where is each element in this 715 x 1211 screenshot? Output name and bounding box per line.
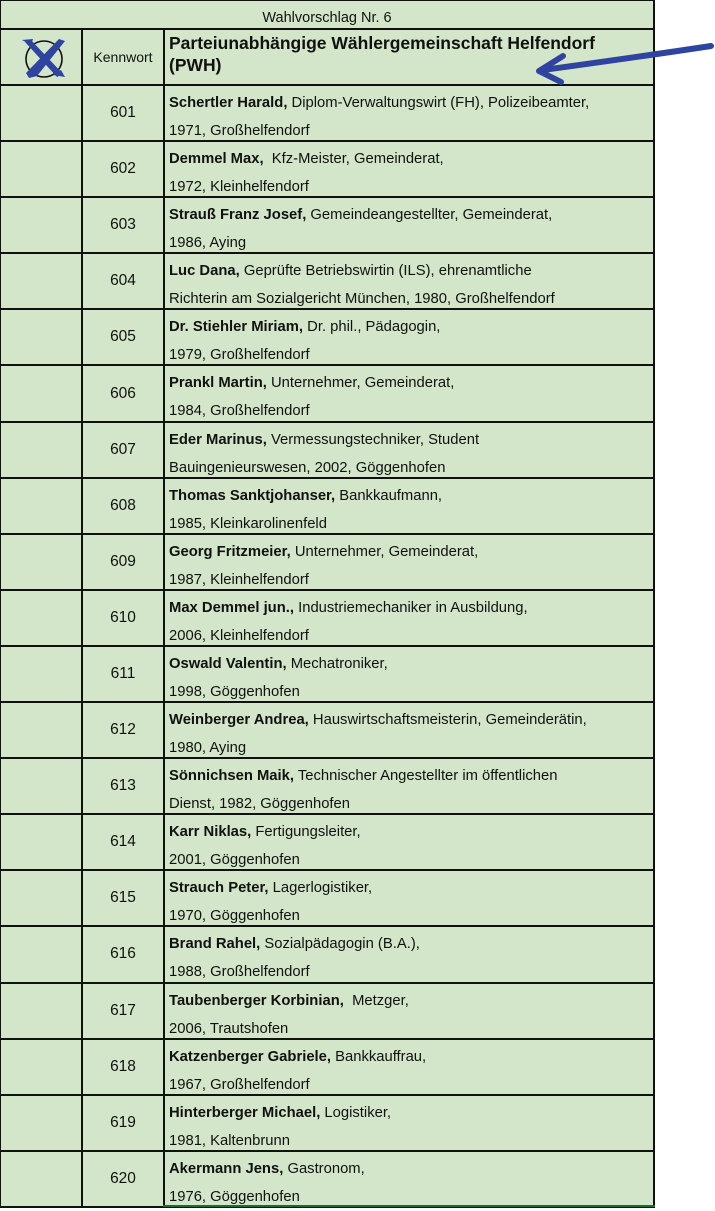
candidate-name: Katzenberger Gabriele, <box>169 1048 331 1065</box>
candidate-info <box>165 198 653 252</box>
candidate-number: 602 <box>83 142 165 196</box>
candidate-info <box>165 366 653 420</box>
candidate-name: Prankl Martin, <box>169 375 267 392</box>
candidate-name: Strauch Peter, <box>169 880 269 897</box>
candidate-row <box>1 984 653 1040</box>
candidate-row <box>1 535 653 591</box>
candidate-row <box>1 1152 653 1208</box>
candidate-details: Hauswirtschaftsmeisterin, Gemeinderätin, <box>308 712 587 729</box>
candidate-number: 617 <box>83 984 165 1038</box>
candidate-vote-cell[interactable] <box>1 142 83 196</box>
candidate-number: 612 <box>83 703 165 757</box>
candidate-details: Sozialpädagogin (B.A.), <box>260 936 420 953</box>
candidate-details: Dr. phil., Pädagogin, <box>303 319 441 336</box>
candidate-info <box>165 479 653 533</box>
candidate-year-place: Richterin am Sozialgericht München, 1980, Großhelfendorf <box>169 291 555 308</box>
candidate-name: Karr Niklas, <box>169 824 252 841</box>
candidate-info <box>165 423 653 477</box>
candidate-name: Max Demmel jun., <box>169 599 294 616</box>
candidate-info <box>165 535 653 589</box>
candidate-number: 618 <box>83 1040 165 1094</box>
candidate-row <box>1 366 653 422</box>
candidate-details: Geprüfte Betriebswirtin (ILS), ehrenamtliche <box>239 263 532 280</box>
candidate-year-place: 1986, Aying <box>169 235 247 252</box>
candidate-vote-cell[interactable] <box>1 984 83 1038</box>
candidate-vote-cell[interactable] <box>1 198 83 252</box>
candidate-name: Weinberger Andrea, <box>169 712 309 729</box>
candidate-vote-cell[interactable] <box>1 927 83 981</box>
candidate-info <box>165 703 653 757</box>
candidate-info <box>165 759 653 813</box>
candidate-year-place: 1972, Kleinhelfendorf <box>169 179 309 196</box>
candidate-vote-cell[interactable] <box>1 254 83 308</box>
candidate-info <box>165 815 653 869</box>
candidate-row <box>1 703 653 759</box>
candidate-details: Fertigungsleiter, <box>251 824 361 841</box>
candidate-row <box>1 927 653 983</box>
candidate-year-place: Bauingenieurswesen, 2002, Göggenhofen <box>169 459 446 476</box>
candidate-vote-cell[interactable] <box>1 1152 83 1206</box>
ballot-title: Wahlvorschlag Nr. 6 <box>1 0 653 30</box>
candidate-name: Hinterberger Michael, <box>169 1104 321 1121</box>
candidate-number: 606 <box>83 366 165 420</box>
candidate-name: Schertler Harald, <box>169 95 288 111</box>
candidate-details: Gemeindeangestellter, Gemeinderat, <box>306 207 553 224</box>
candidate-number: 603 <box>83 198 165 252</box>
candidate-info <box>165 254 653 308</box>
candidate-details: Diplom-Verwaltungswirt (FH), Polizeibeamter, <box>287 95 590 111</box>
arrow-left-icon <box>525 36 715 86</box>
candidate-name: Brand Rahel, <box>169 936 261 953</box>
candidate-number: 610 <box>83 591 165 645</box>
candidate-year-place: 1987, Kleinhelfendorf <box>169 571 309 588</box>
candidate-details: Metzger, <box>343 992 409 1009</box>
candidate-row <box>1 1040 653 1096</box>
candidate-details: Vermessungstechniker, Student <box>266 431 480 448</box>
candidate-year-place: 1984, Großhelfendorf <box>169 403 310 420</box>
cross-mark-icon <box>17 36 71 80</box>
candidate-number: 611 <box>83 647 165 701</box>
candidate-row <box>1 86 653 142</box>
candidate-row <box>1 759 653 815</box>
candidate-year-place: 1971, Großhelfendorf <box>169 123 310 139</box>
candidate-name: Dr. Stiehler Miriam, <box>169 319 304 336</box>
candidate-vote-cell[interactable] <box>1 310 83 364</box>
candidate-vote-cell[interactable] <box>1 86 83 140</box>
candidate-info <box>165 591 653 645</box>
candidate-details: Mechatroniker, <box>286 655 388 672</box>
candidate-name: Luc Dana, <box>169 263 240 280</box>
candidate-year-place: 1981, Kaltenbrunn <box>169 1132 290 1149</box>
candidate-name: Demmel Max, <box>169 151 264 168</box>
candidate-details: Logistiker, <box>320 1104 392 1121</box>
candidate-details: Technischer Angestellter im öffentlichen <box>293 768 558 785</box>
candidate-name: Eder Marinus, <box>169 431 267 448</box>
candidate-vote-cell[interactable] <box>1 703 83 757</box>
candidate-year-place: 2006, Trautshofen <box>169 1020 289 1037</box>
candidate-name: Akermann Jens, <box>169 1160 284 1177</box>
candidate-number: 604 <box>83 254 165 308</box>
candidate-year-place: 1998, Göggenhofen <box>169 683 300 700</box>
candidate-name: Taubenberger Korbinian, <box>169 992 344 1009</box>
candidate-vote-cell[interactable] <box>1 591 83 645</box>
candidate-number: 619 <box>83 1096 165 1150</box>
candidate-details: Gastronom, <box>283 1160 365 1177</box>
candidate-vote-cell[interactable] <box>1 535 83 589</box>
candidate-year-place: 1967, Großhelfendorf <box>169 1076 310 1093</box>
candidate-info <box>165 984 653 1038</box>
candidate-name: Oswald Valentin, <box>169 655 287 672</box>
candidate-row <box>1 423 653 479</box>
candidate-vote-cell[interactable] <box>1 759 83 813</box>
candidate-details: Industriemechaniker in Ausbildung, <box>294 599 528 616</box>
bottom-border <box>163 1205 655 1207</box>
candidate-info <box>165 647 653 701</box>
candidate-year-place: 2006, Kleinhelfendorf <box>169 627 309 644</box>
candidate-info <box>165 871 653 925</box>
candidate-number: 609 <box>83 535 165 589</box>
candidate-year-place: 1985, Kleinkarolinenfeld <box>169 515 327 532</box>
candidate-details: Unternehmer, Gemeinderat, <box>290 543 479 560</box>
candidate-number: 601 <box>83 86 165 140</box>
candidate-vote-cell[interactable] <box>1 871 83 925</box>
candidate-row <box>1 647 653 703</box>
candidate-number: 613 <box>83 759 165 813</box>
candidate-number: 615 <box>83 871 165 925</box>
candidate-details: Kfz-Meister, Gemeinderat, <box>263 151 444 168</box>
candidate-year-place: 1988, Großhelfendorf <box>169 964 310 981</box>
candidate-year-place: Dienst, 1982, Göggenhofen <box>169 796 350 813</box>
candidate-info <box>165 927 653 981</box>
candidate-row <box>1 1096 653 1152</box>
keyword-header: Kennwort <box>83 30 165 84</box>
candidate-row <box>1 815 653 871</box>
candidate-info <box>165 1096 653 1150</box>
candidate-list <box>1 86 653 1208</box>
candidate-info <box>165 86 653 140</box>
party-name: Parteiunabhängige Wählergemeinschaft Helfendorf (PWH) <box>169 33 595 75</box>
candidate-row <box>1 591 653 647</box>
candidate-row <box>1 310 653 366</box>
candidate-number: 608 <box>83 479 165 533</box>
candidate-number: 607 <box>83 423 165 477</box>
candidate-info <box>165 142 653 196</box>
candidate-vote-cell[interactable] <box>1 366 83 420</box>
candidate-name: Sönnichsen Maik, <box>169 768 294 785</box>
candidate-name: Thomas Sanktjohanser, <box>169 487 336 504</box>
candidate-row <box>1 479 653 535</box>
candidate-info <box>165 1152 653 1206</box>
candidate-number: 616 <box>83 927 165 981</box>
candidate-year-place: 1970, Göggenhofen <box>169 908 300 925</box>
candidate-year-place: 1976, Göggenhofen <box>169 1188 300 1205</box>
candidate-vote-cell[interactable] <box>1 1040 83 1094</box>
candidate-row <box>1 198 653 254</box>
candidate-number: 614 <box>83 815 165 869</box>
candidate-number: 620 <box>83 1152 165 1206</box>
party-vote-cell[interactable] <box>1 30 83 84</box>
candidate-number: 605 <box>83 310 165 364</box>
candidate-vote-cell[interactable] <box>1 815 83 869</box>
candidate-vote-cell[interactable] <box>1 1096 83 1150</box>
candidate-details: Bankkauffrau, <box>331 1048 427 1065</box>
candidate-details: Bankkaufmann, <box>335 487 443 504</box>
candidate-vote-cell[interactable] <box>1 423 83 477</box>
candidate-row <box>1 871 653 927</box>
candidate-year-place: 1979, Großhelfendorf <box>169 347 310 364</box>
candidate-info <box>165 1040 653 1094</box>
candidate-details: Unternehmer, Gemeinderat, <box>266 375 455 392</box>
candidate-row <box>1 142 653 198</box>
candidate-info <box>165 310 653 364</box>
candidate-details: Lagerlogistiker, <box>268 880 373 897</box>
candidate-vote-cell[interactable] <box>1 647 83 701</box>
candidate-name: Strauß Franz Josef, <box>169 207 307 224</box>
candidate-vote-cell[interactable] <box>1 479 83 533</box>
candidate-row <box>1 254 653 310</box>
candidate-year-place: 1980, Aying <box>169 740 247 757</box>
candidate-name: Georg Fritzmeier, <box>169 543 291 560</box>
candidate-year-place: 2001, Göggenhofen <box>169 852 300 869</box>
